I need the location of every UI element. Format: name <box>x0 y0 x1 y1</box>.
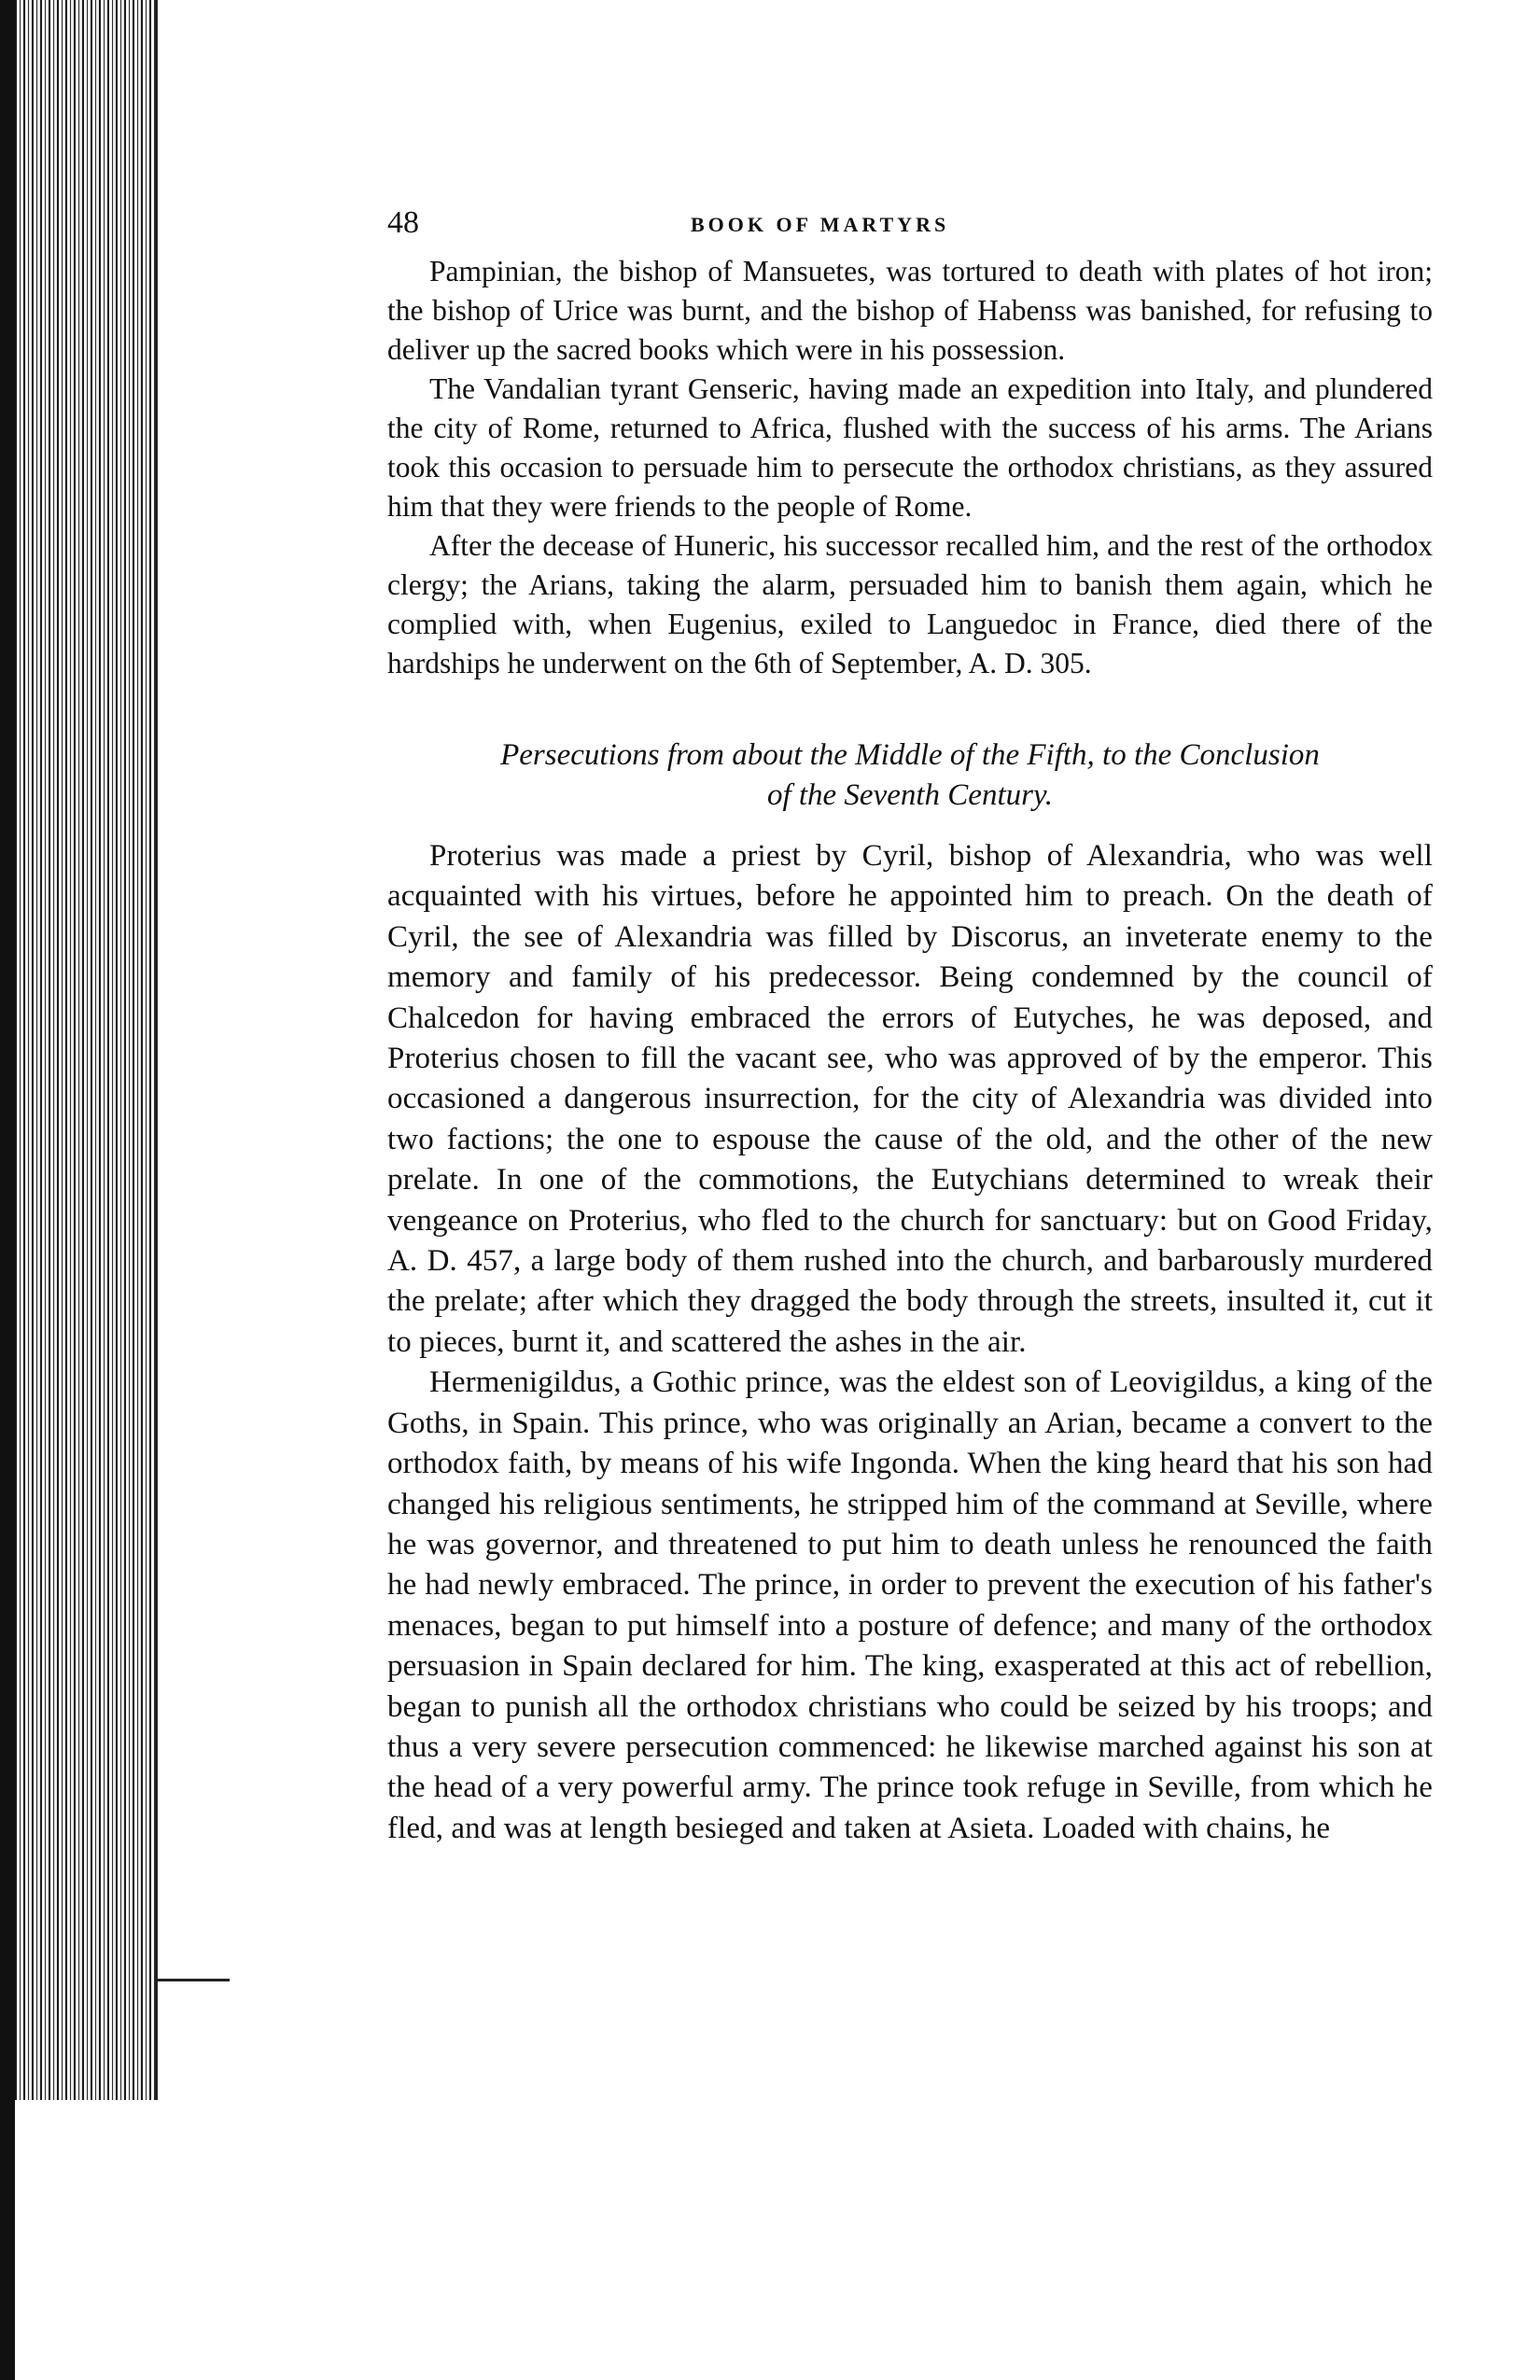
page-body <box>387 252 1433 1849</box>
page-edge-shadow <box>155 1979 230 2112</box>
section-heading-line: Persecutions from about the Middle of the Fifth, to the Conclusion <box>500 738 1320 772</box>
book-spine <box>15 0 158 2100</box>
paragraph: The Vandalian tyrant Genseric, having made an expedition into Italy, and plundered the city of Rome, returned to Africa, flushed with the success of his arms. The Arians took this occasion to persuade him to persecute the orthodox christians, as they assured him that they were friends to the people of Rome. <box>387 372 1433 523</box>
paragraph: Hermenigildus, a Gothic prince, was the eldest son of Leovigildus, a king of the Goths, in Spain. This prince, who was originally an Arian, became a convert to the orthodox faith, by means of his wife Ingonda. When the king heard that his son had changed his religious sentiments, he stripped him of the command at Seville, where he was governor, and threatened to put him to death unless he renounced the faith he had newly embraced. The prince, in order to prevent the execution of his father's menaces, began to put himself into a posture of defence; and many of the orthodox persuasion in Spain declared for him. The king, exasperated at this act of rebellion, began to punish all the orthodox christians who could be seized by his troops; and thus a very severe persecution commenced: he likewise marched against his son at the head of a very powerful army. The prince took refuge in Seville, from which he fled, and was at length besieged and taken at Asieta. Loaded with chains, he <box>387 1365 1433 1845</box>
page-number: 48 <box>387 205 419 240</box>
section-body <box>387 836 1433 1849</box>
scan-edge <box>0 0 15 2380</box>
paragraph: Proterius was made a priest by Cyril, bishop of Alexandria, who was well acquainted with his virtues, before he appointed him to preach. On the death of Cyril, the see of Alexandria was filled by Discorus, an inveterate enemy to the memory and family of his predecessor. Being condemned by the council of Chalcedon for having embraced the errors of Eutyches, he was deposed, and Proterius chosen to fill the vacant see, who was approved of by the emperor. This occasioned a dangerous insurrection, for the city of Alexandria was divided into two factions; the one to espouse the cause of the old, and the other of the new prelate. In one of the commotions, the Eutychians determined to wreak their vengeance on Proterius, who fled to the church for sanctuary: but on Good Friday, A. D. 457, a large body of them rushed into the church, and barbarously murdered the prelate; after which they dragged the body through the streets, insulted it, cut it to pieces, burnt it, and scattered the ashes in the air. <box>387 839 1433 1359</box>
paragraph: After the decease of Huneric, his successor recalled him, and the rest of the orthodox clergy; the Arians, taking the alarm, persuaded him to banish them again, which he complied with, when Eugenius, exiled to Languedoc in France, died there of the hardships he underwent on the 6th of September, A. D. 305. <box>387 529 1433 679</box>
section-heading-line: of the Seventh Century. <box>766 778 1054 812</box>
page-header <box>387 205 1433 243</box>
running-head: BOOK OF MARTYRS <box>691 213 950 236</box>
section-heading <box>387 735 1433 816</box>
paragraph: Pampinian, the bishop of Mansuetes, was tortured to death with plates of hot iron; the bishop of Urice was burnt, and the bishop of Habenss was banished, for refusing to deliver up the sacred books which were in his possession. <box>387 255 1433 366</box>
